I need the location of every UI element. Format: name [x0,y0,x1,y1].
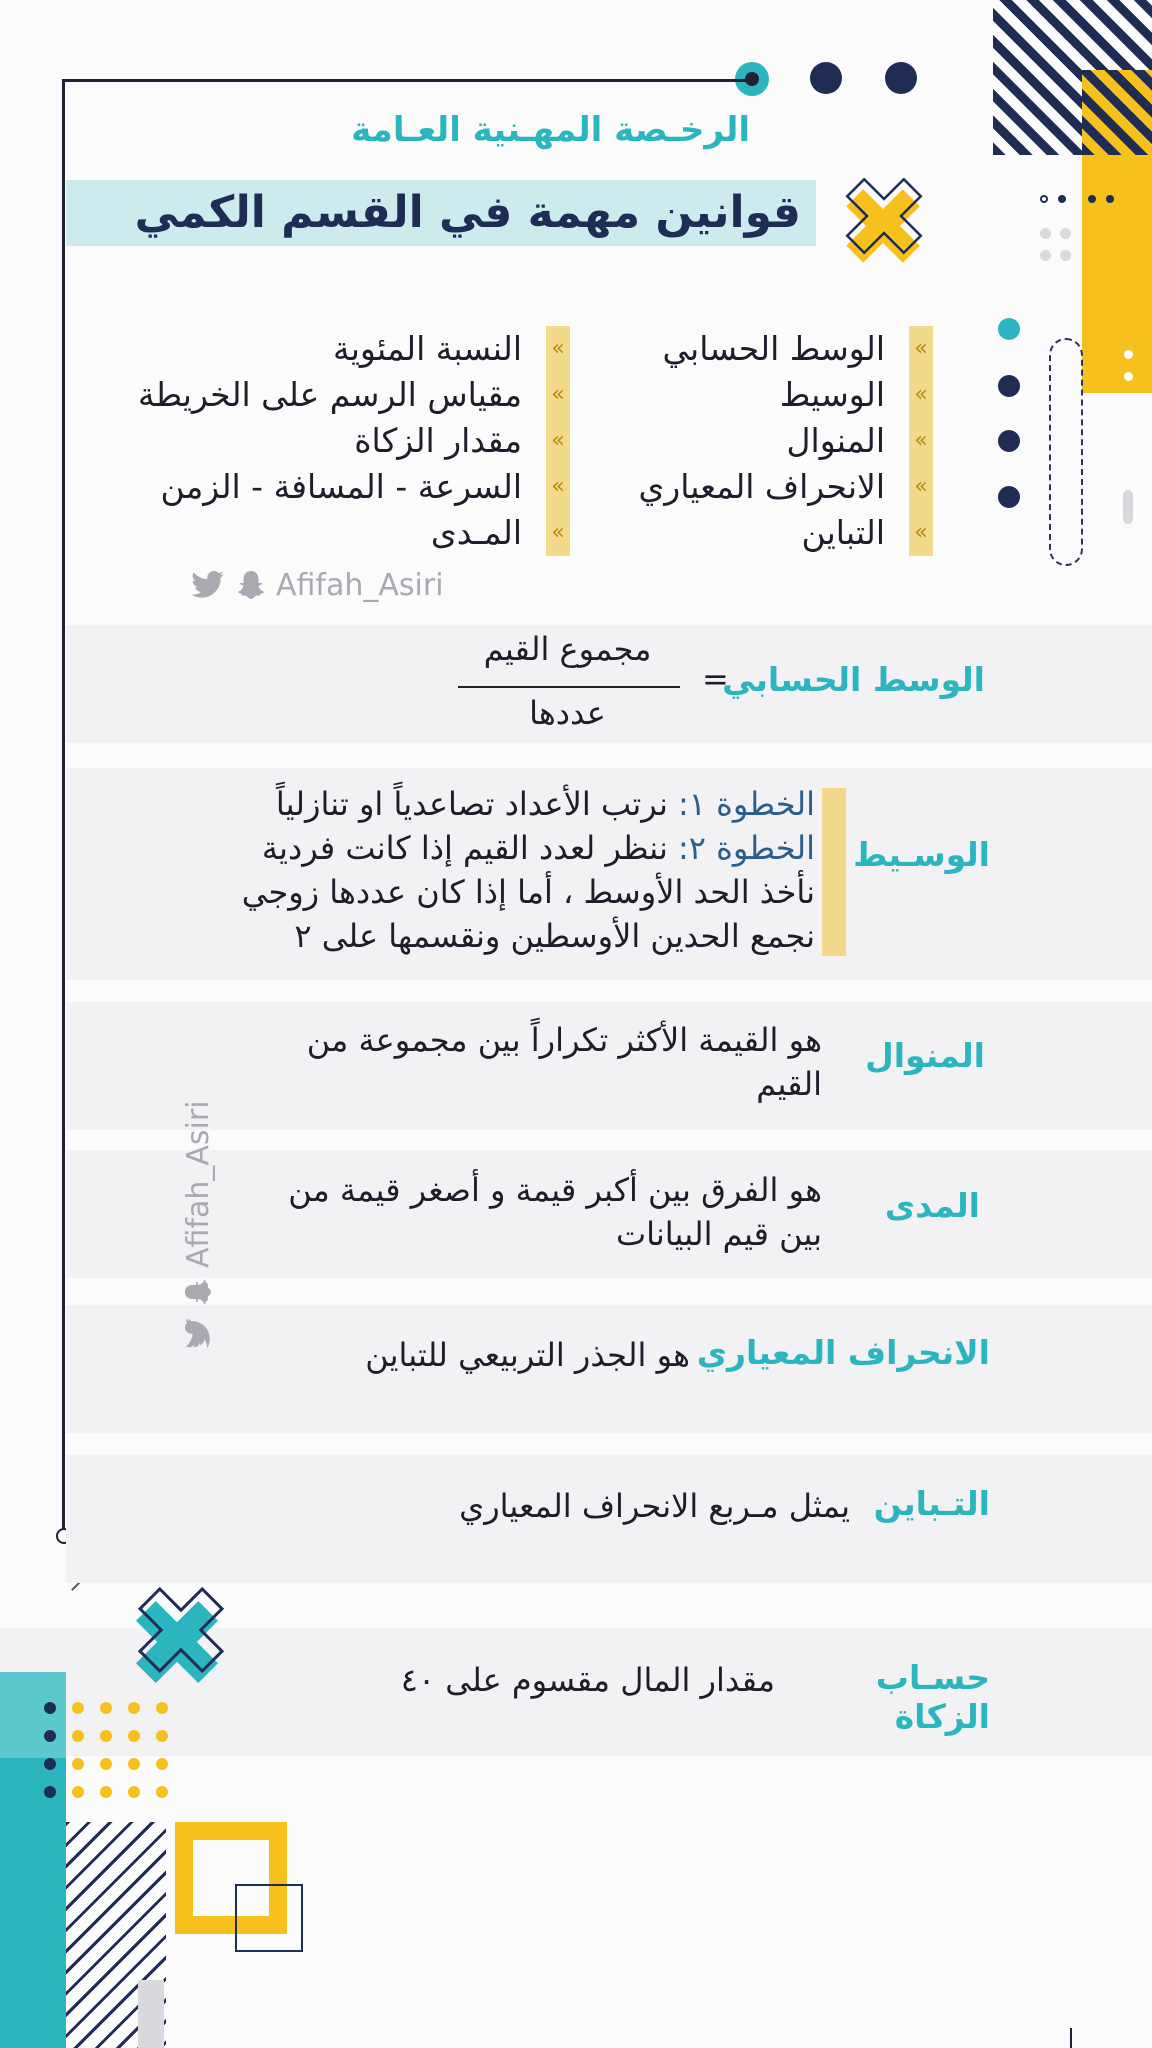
variance-label: التـباين [873,1484,990,1523]
decor-dot [1088,195,1096,203]
zakat-text: مقدار المال مقسوم على ٤٠ [400,1661,775,1699]
x-mark-teal-icon [125,1580,235,1690]
decor-dot [1040,250,1051,261]
list-dot [998,486,1020,508]
header-dot-navy [810,62,842,94]
equals-sign: = [702,660,729,698]
chevron-icon: » [909,372,933,418]
decor-dot-grid [44,1700,174,1800]
list-dot-teal [998,318,1020,340]
decor-dot [1058,195,1066,203]
decor-dot [1040,228,1051,239]
snapchat-icon [183,1278,213,1306]
timeline-vertical-line [62,80,65,1535]
list-dot [998,430,1020,452]
snapchat-icon [236,569,266,601]
chevron-icon: » [909,464,933,510]
index-right-column [560,326,928,556]
decor-dot [1106,195,1114,203]
decor-dot [1060,228,1071,239]
index-item: » النسبة المئوية [90,326,522,372]
fraction-denominator: عددها [529,694,606,732]
x-mark-icon [838,178,928,268]
decor-navy-square [235,1884,303,1952]
median-line4: نجمع الحدين الأوسطين ونقسمها على ٢ [294,917,815,955]
timeline-top-line [62,79,752,82]
author-handle: Afifah_Asiri [190,565,444,605]
median-line3: نأخذ الحد الأوسط ، أما إذا كان عددها زوجي [241,873,815,911]
std-label: الانحراف المعياري [696,1333,990,1372]
zakat-label: حسـاب الزكاة [875,1658,990,1736]
decor-dot [1124,350,1133,359]
decor-dot [1124,372,1133,381]
chevron-icon: » [909,326,933,372]
median-label: الوسـيط [853,835,990,874]
decor-dot [1040,195,1048,203]
median-body [120,782,815,958]
index-item: » التباين [560,510,885,556]
index-item: » المنوال [560,418,885,464]
chevron-icon: » [909,418,933,464]
chevron-icon: » [546,372,570,418]
median-step1: الخطوة ١: نرتب الأعداد تصاعدياً او تنازلياً [275,785,815,823]
range-body: هو الفرق بين أكبر قيمة و أصغر قيمة من بين قيم البيانات [288,1171,822,1253]
std-text: هو الجذر التربيعي للتباين [365,1336,690,1374]
list-dot [998,375,1020,397]
variance-text: يمثل مـربع الانحراف المعياري [459,1487,850,1525]
page-subtitle: الرخـصة المهـنية العـامة [351,110,750,150]
median-accent-bar [822,788,846,956]
twitter-icon [190,570,226,600]
median-step2: الخطوة ٢: ننظر لعدد القيم إذا كانت فردية [261,829,815,867]
chevron-icon: » [546,418,570,464]
decor-dashed-pill [1049,338,1083,566]
index-item: » الوسط الحسابي [560,326,885,372]
fraction-line [458,686,680,688]
chevron-icon: » [909,510,933,556]
index-item: » مقياس الرسم على الخريطة [90,372,522,418]
range-label: المدى [884,1186,980,1225]
index-item: » المـدى [90,510,522,556]
index-item: » السرعة - المسافة - الزمن [90,464,522,510]
header-dot-navy [885,62,917,94]
mode-body: هو القيمة الأكثر تكراراً بين مجموعة من القيم [306,1021,822,1103]
fraction-numerator: مجموع القيم [483,630,652,668]
page-title: قوانين مهمة في القسم الكمي [134,187,801,238]
mode-label: المنوال [865,1036,985,1075]
author-handle-vertical: Afifah_Asiri [178,1070,218,1350]
decor-grey-bar [138,1980,164,2048]
index-item: » الوسيط [560,372,885,418]
chevron-icon: » [546,510,570,556]
decor-tick [1070,2028,1072,2048]
decor-dot [1060,250,1071,261]
chevron-icon: » [546,464,570,510]
index-item: » الانحراف المعياري [560,464,885,510]
decor-stripes-overlay [1082,70,1152,155]
decor-pill [1123,490,1133,524]
chevron-icon: » [546,326,570,372]
index-left-column [90,326,565,556]
twitter-icon [184,1316,212,1350]
mean-label: الوسط الحسابي [722,660,985,699]
index-item: » مقدار الزكاة [90,418,522,464]
